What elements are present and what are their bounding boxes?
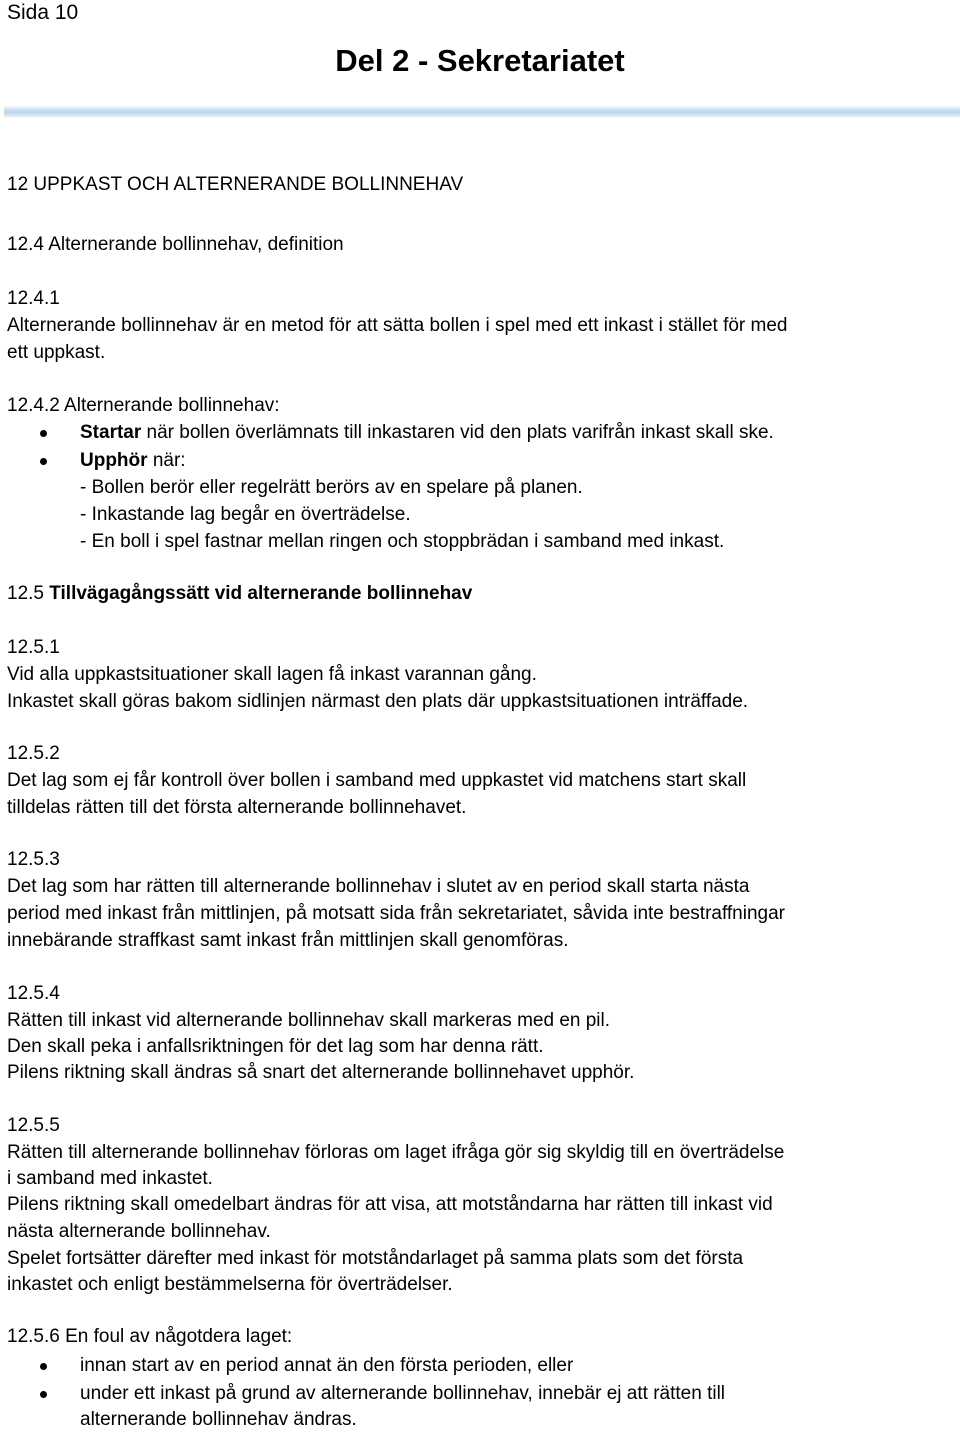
rule-12-4-1-number: 12.4.1 bbox=[7, 288, 60, 309]
rule-12-5-3-number: 12.5.3 bbox=[7, 849, 60, 870]
rule-12-5-1-number: 12.5.1 bbox=[7, 637, 60, 658]
rule-12-5-6-heading: 12.5.6 En foul av någotdera laget: bbox=[7, 1326, 293, 1347]
sub-item: - Inkastande lag begår en överträdelse. bbox=[80, 504, 411, 525]
header-divider bbox=[4, 105, 960, 118]
rule-12-4-1-text: ett uppkast. bbox=[7, 342, 106, 363]
rule-12-5-5-text: Rätten till alternerande bollinnehav förloras om laget ifråga gör sig skyldig till en överträdelse bbox=[7, 1142, 785, 1163]
bullet-icon bbox=[40, 430, 47, 437]
rule-12-5-5-text: nästa alternerande bollinnehav. bbox=[7, 1221, 271, 1242]
rule-12-5-5-number: 12.5.5 bbox=[7, 1115, 60, 1136]
rule-12-5-4-text: Rätten till inkast vid alternerande bollinnehav skall markeras med en pil. bbox=[7, 1010, 611, 1031]
rule-12-5-5-text: Spelet fortsätter därefter med inkast för motståndarlaget på samma plats som det första bbox=[7, 1248, 744, 1269]
rule-12-5-5-text: Pilens riktning skall omedelbart ändras för att visa, att motståndarna har rätten till inkast vid bbox=[7, 1194, 773, 1215]
bullet-keyword: Upphör bbox=[80, 450, 148, 471]
rule-12-5-3-text: innebärande straffkast samt inkast från mittlinjen skall genomföras. bbox=[7, 930, 569, 951]
rule-12-5-3-text: period med inkast från mittlinjen, på motsatt sida från sekretariatet, såvida inte bestraffningar bbox=[7, 903, 785, 924]
sub-item: - Bollen berör eller regelrätt berörs av en spelare på planen. bbox=[80, 477, 583, 498]
bullet-icon bbox=[40, 1391, 47, 1398]
bullet-icon bbox=[40, 458, 47, 465]
rule-12-4-1-text: Alternerande bollinnehav är en metod för att sätta bollen i spel med ett inkast i stället för med bbox=[7, 315, 788, 336]
bullet-continuation: alternerande bollinnehav ändras. bbox=[80, 1409, 357, 1430]
bullet-text: när bollen överlämnats till inkastaren vid den plats varifrån inkast skall ske. bbox=[141, 422, 774, 443]
rule-12-5-4-text: Den skall peka i anfallsriktningen för det lag som har denna rätt. bbox=[7, 1036, 544, 1057]
rule-12-5-2-text: Det lag som ej får kontroll över bollen i samband med uppkastet vid matchens start skall bbox=[7, 770, 747, 791]
rule-12-5-1-text: Inkastet skall göras bakom sidlinjen närmast den plats där uppkastsituationen inträffade. bbox=[7, 691, 749, 712]
rule-12-5-2-number: 12.5.2 bbox=[7, 743, 60, 764]
bullet-text: innan start av en period annat än den första perioden, eller bbox=[80, 1355, 574, 1376]
rule-12-5-5-text: i samband med inkastet. bbox=[7, 1168, 213, 1189]
bullet-text: när: bbox=[147, 450, 186, 471]
bullet-text: under ett inkast på grund av alternerande bollinnehav, innebär ej att rätten till bbox=[80, 1383, 726, 1404]
section-12-4-heading: 12.4 Alternerande bollinnehav, definition bbox=[7, 234, 344, 255]
part-title: Del 2 - Sekretariatet bbox=[335, 43, 625, 78]
rule-12-5-1-text: Vid alla uppkastsituationer skall lagen få inkast varannan gång. bbox=[7, 664, 537, 685]
sub-item: - En boll i spel fastnar mellan ringen och stoppbrädan i samband med inkast. bbox=[80, 531, 725, 552]
rule-12-5-4-number: 12.5.4 bbox=[7, 983, 60, 1004]
page-number: Sida 10 bbox=[7, 1, 79, 24]
bullet-icon bbox=[40, 1363, 47, 1370]
rule-12-5-4-text: Pilens riktning skall ändras så snart det alternerande bollinnehavet upphör. bbox=[7, 1062, 635, 1083]
rule-12-5-5-text: inkastet och enligt bestämmelserna för överträdelser. bbox=[7, 1274, 453, 1295]
bullet-keyword: Startar bbox=[80, 422, 142, 443]
rule-12-5-3-text: Det lag som har rätten till alternerande bollinnehav i slutet av en period skall starta nästa bbox=[7, 876, 750, 897]
rule-12-4-2-heading: 12.4.2 Alternerande bollinnehav: bbox=[7, 395, 280, 416]
section-12-5-heading: 12.5 Tillvägagångssätt vid alternerande bollinnehav bbox=[7, 583, 473, 604]
chapter-heading: 12 UPPKAST OCH ALTERNERANDE BOLLINNEHAV bbox=[7, 174, 464, 195]
rule-12-5-2-text: tilldelas rätten till det första alternerande bollinnehavet. bbox=[7, 797, 467, 818]
